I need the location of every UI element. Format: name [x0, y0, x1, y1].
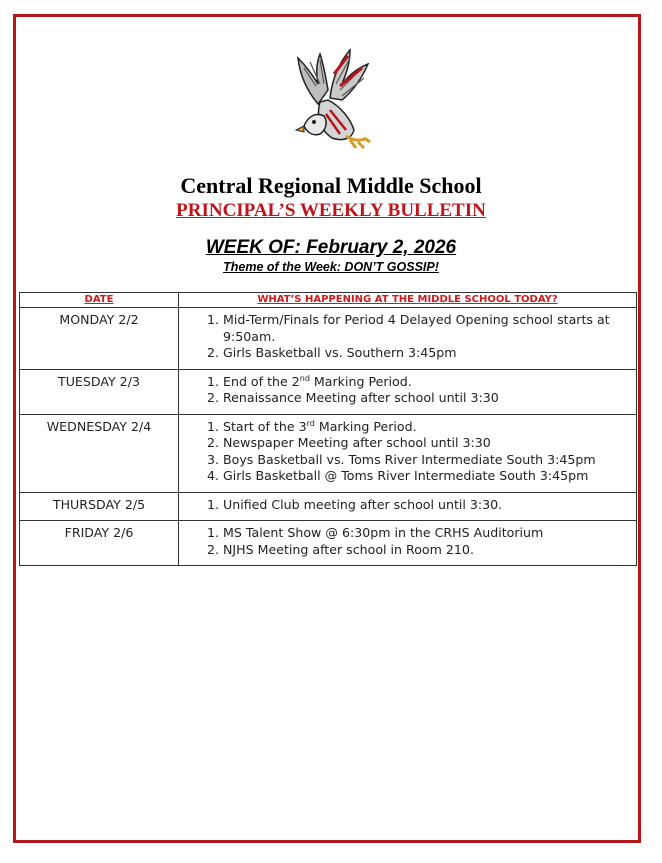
- event-item: 2. Renaissance Meeting after school until 3:30: [223, 390, 632, 407]
- day-cell: TUESDAY 2/3: [20, 369, 179, 414]
- events-column-header: WHAT’S HAPPENING AT THE MIDDLE SCHOOL TODAY?: [179, 293, 637, 308]
- event-item: 2. Girls Basketball vs. Southern 3:45pm: [223, 345, 632, 362]
- event-text-sup: nd: [299, 373, 310, 383]
- events-list: [179, 312, 632, 362]
- events-cell: [179, 492, 637, 521]
- event-item: 2. Newspaper Meeting after school until 3:30: [223, 435, 632, 452]
- event-item: 1. Unified Club meeting after school until 3:30.: [223, 497, 632, 514]
- event-item: 1. MS Talent Show @ 6:30pm in the CRHS Auditorium: [223, 525, 632, 542]
- event-text-sup: rd: [306, 418, 315, 428]
- bulletin-title: PRINCIPAL’S WEEKLY BULLETIN: [176, 200, 486, 221]
- event-text-post: Marking Period.: [309, 373, 412, 389]
- table-header-row: [20, 293, 637, 308]
- table-row: [20, 492, 637, 521]
- theme-of-week: Theme of the Week: DON’T GOSSIP!: [223, 260, 439, 274]
- events-cell: [179, 369, 637, 414]
- schedule-table: [19, 292, 637, 566]
- event-item: [223, 374, 632, 391]
- day-cell: MONDAY 2/2: [20, 308, 179, 370]
- date-column-header: DATE: [20, 293, 179, 308]
- events-list: [179, 497, 632, 514]
- event-text-pre: End of the 2: [223, 373, 300, 389]
- event-item: 4. Girls Basketball @ Toms River Intermediate South 3:45pm: [223, 468, 632, 485]
- events-list: [179, 525, 632, 558]
- event-text-pre: Start of the 3: [223, 418, 307, 434]
- table-row: [20, 521, 637, 566]
- events-list: [179, 374, 632, 407]
- day-cell: THURSDAY 2/5: [20, 492, 179, 521]
- day-cell: FRIDAY 2/6: [20, 521, 179, 566]
- table-row: [20, 414, 637, 492]
- day-cell: WEDNESDAY 2/4: [20, 414, 179, 492]
- table-row: [20, 308, 637, 370]
- event-item: 1. Mid-Term/Finals for Period 4 Delayed Opening school starts at 9:50am.: [223, 312, 632, 345]
- event-item: 3. Boys Basketball vs. Toms River Intermediate South 3:45pm: [223, 452, 632, 469]
- school-name: Central Regional Middle School: [180, 173, 482, 198]
- events-list: [179, 419, 632, 485]
- events-cell: [179, 308, 637, 370]
- eagle-mascot-icon: [270, 44, 390, 156]
- events-cell: [179, 414, 637, 492]
- event-item: [223, 419, 632, 436]
- event-item: 2. NJHS Meeting after school in Room 210.: [223, 542, 632, 559]
- week-of-heading: WEEK OF: February 2, 2026: [205, 237, 457, 258]
- event-text-post: Marking Period.: [314, 418, 417, 434]
- events-cell: [179, 521, 637, 566]
- table-row: [20, 369, 637, 414]
